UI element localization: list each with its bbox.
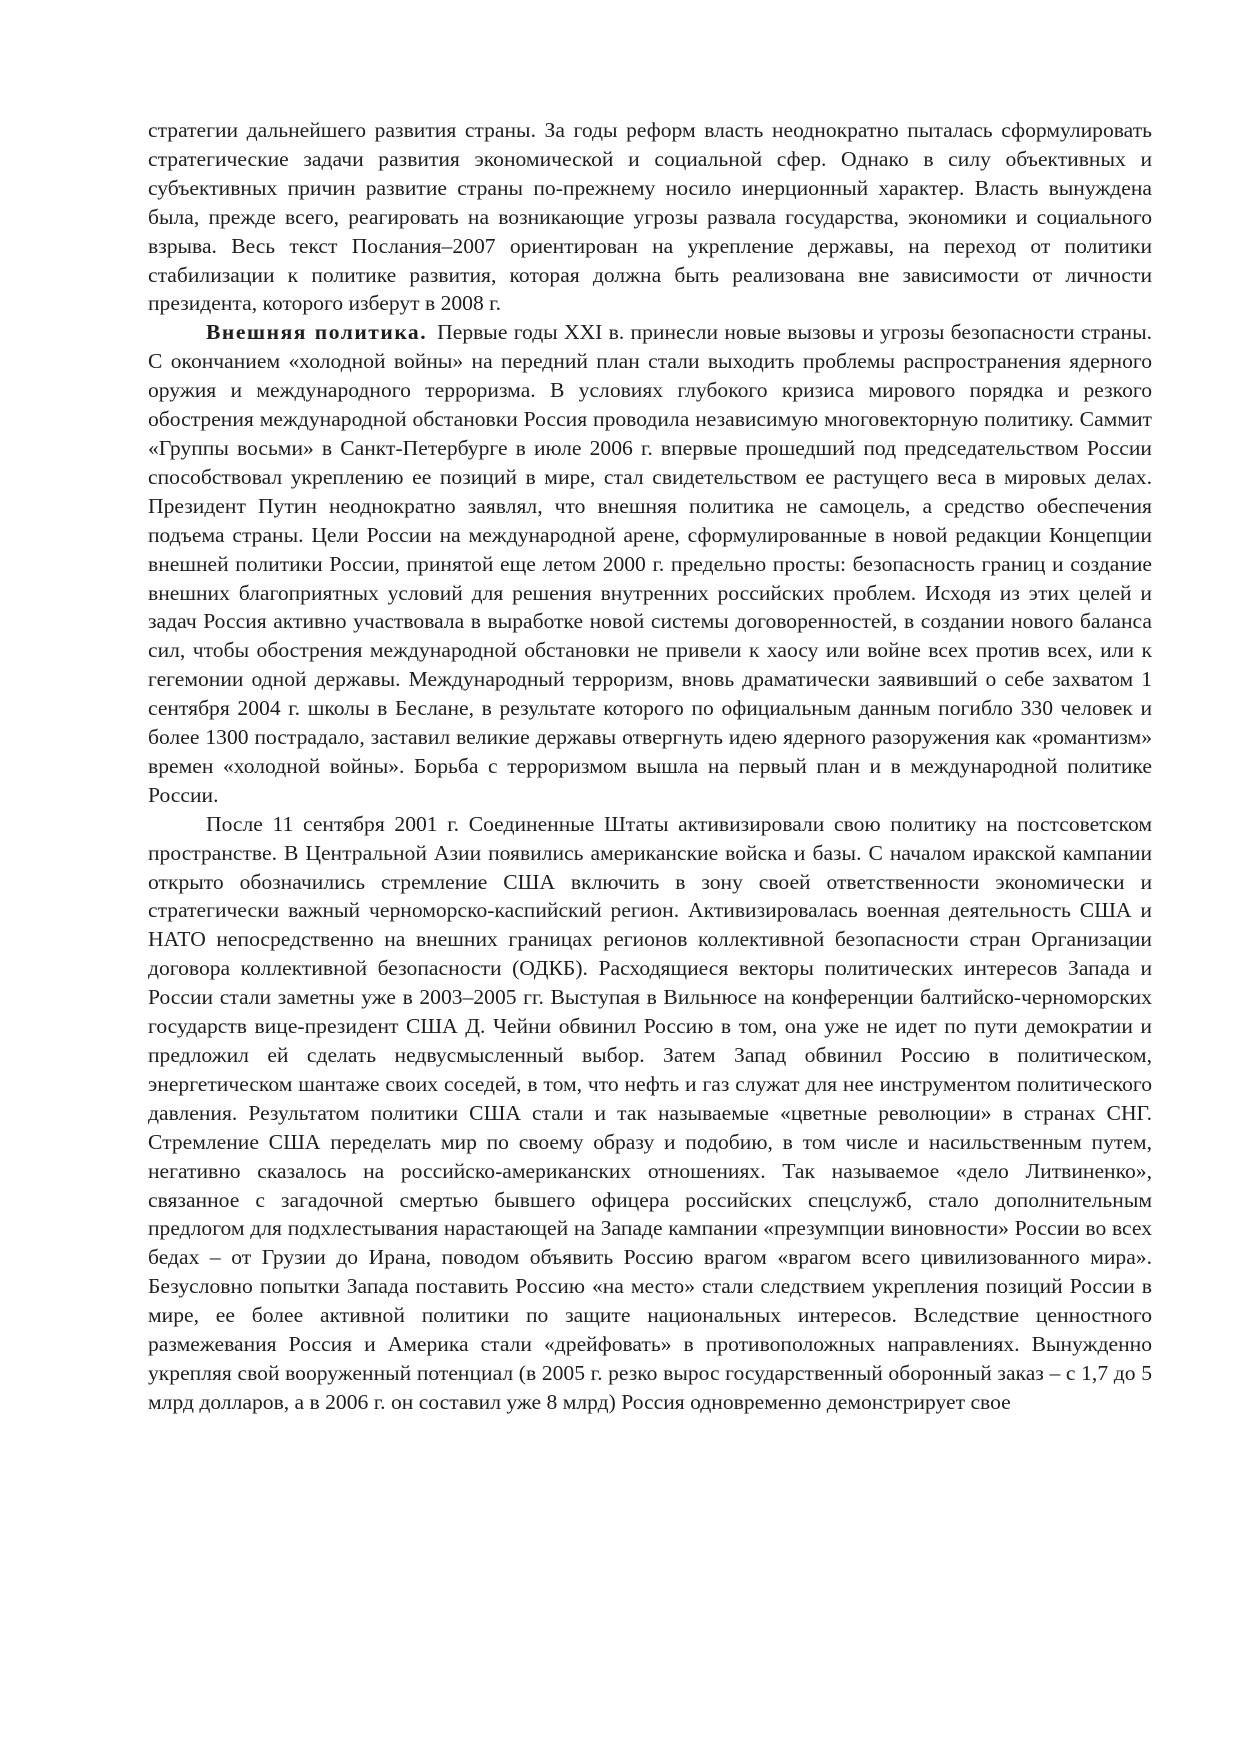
paragraph-foreign-policy-text: Первые годы XXI в. принесли новые вызовы и угрозы безопасности страны. С окончанием «холодной войны» на передний план стали выходить проблемы распространения ядерного оружия и международного терроризма. В условиях глубокого кризиса мирового порядка и резкого обострения международной обстановки Россия проводила независимую многовекторную политику. Саммит «Группы восьми» в Санкт-Петербурге в июле 2006 г. впервые прошедший под председательством России способствовал укреплению ее позиций в мире, стал свидетельством ее растущего веса в мировых делах. Президент Путин неоднократно заявлял, что внешняя политика не самоцель, а средство обеспечения подъема страны. Цели России на международной арене, сформулированные в новой редакции Концепции внешней политики России, принятой еще летом 2000 г. предельно просты: безопасность границ и создание внешних благоприятных условий для решения внутренних российских проблем. Исходя из этих целей и задач Россия активно участвовала в выработке новой системы договоренностей, в создании нового баланса сил, чтобы обострения международной обстановки не привели к хаосу или войне всех против всех, или к гегемонии одной державы. Международный терроризм, вновь драматически заявивший о себе захватом 1 сентября 2004 г. школы в Беслане, в результате которого по официальным данным погибло 330 человек и более 1300 пострадало, заставил великие державы отвергнуть идею ядерного разоружения как «романтизм» времен «холодной войны». Борьба с терроризмом вышла на первый план и в международной политике России.	[148, 320, 1152, 807]
paragraph-foreign-policy	[148, 318, 1152, 809]
document-page	[148, 116, 1152, 1417]
section-heading-foreign-policy: Внешняя политика.	[206, 320, 428, 345]
paragraph-strategy: стратегии дальнейшего развития страны. За годы реформ власть неоднократно пыталась сформулировать стратегические задачи развития экономической и социальной сфер. Однако в силу объективных и субъективных причин развитие страны по-прежнему носило инерционный характер. Власть вынуждена была, прежде всего, реагировать на возникающие угрозы развала государства, экономики и социального взрыва. Весь текст Послания–2007 ориентирован на укрепление державы, на переход от политики стабилизации к политике развития, которая должна быть реализована вне зависимости от личности президента, которого изберут в 2008 г.	[148, 118, 1152, 316]
paragraph-usa-relations: После 11 сентября 2001 г. Соединенные Штаты активизировали свою политику на постсоветском пространстве. В Центральной Азии появились американские войска и базы. С началом иракской кампании открыто обозначились стремление США включить в зону своей ответственности экономически и стратегически важный черноморско-каспийский регион. Активизировалась военная деятельность США и НАТО непосредственно на внешних границах регионов коллективной безопасности стран Организации договора коллективной безопасности (ОДКБ). Расходящиеся векторы политических интересов Запада и России стали заметны уже в 2003–2005 гг. Выступая в Вильнюсе на конференции балтийско-черноморских государств вице-президент США Д. Чейни обвинил Россию в том, она уже не идет по пути демократии и предложил ей сделать недвусмысленный выбор. Затем Запад обвинил Россию в политическом, энергетическом шантаже своих соседей, в том, что нефть и газ служат для нее инструментом политического давления. Результатом политики США стали и так называемые «цветные революции» в странах СНГ. Стремление США переделать мир по своему образу и подобию, в том числе и насильственным путем, негативно сказалось на российско-американских отношениях. Так называемое «дело Литвиненко», связанное с загадочной смертью бывшего офицера российских спецслужб, стало дополнительным предлогом для подхлестывания нарастающей на Западе кампании «презумпции виновности» России во всех бедах – от Грузии до Ирана, поводом объявить Россию врагом «врагом всего цивилизованного мира». Безусловно попытки Запада поставить Россию «на место» стали следствием укрепления позиций России в мире, ее более активной политики по защите национальных интересов. Вследствие ценностного размежевания Россия и Америка стали «дрейфовать» в противоположных направлениях. Вынужденно укрепляя свой вооруженный потенциал (в 2005 г. резко вырос государственный оборонный заказ – с 1,7 до 5 млрд долларов, а в 2006 г. он составил уже 8 млрд) Россия одновременно демонстрирует свое	[148, 811, 1152, 1414]
